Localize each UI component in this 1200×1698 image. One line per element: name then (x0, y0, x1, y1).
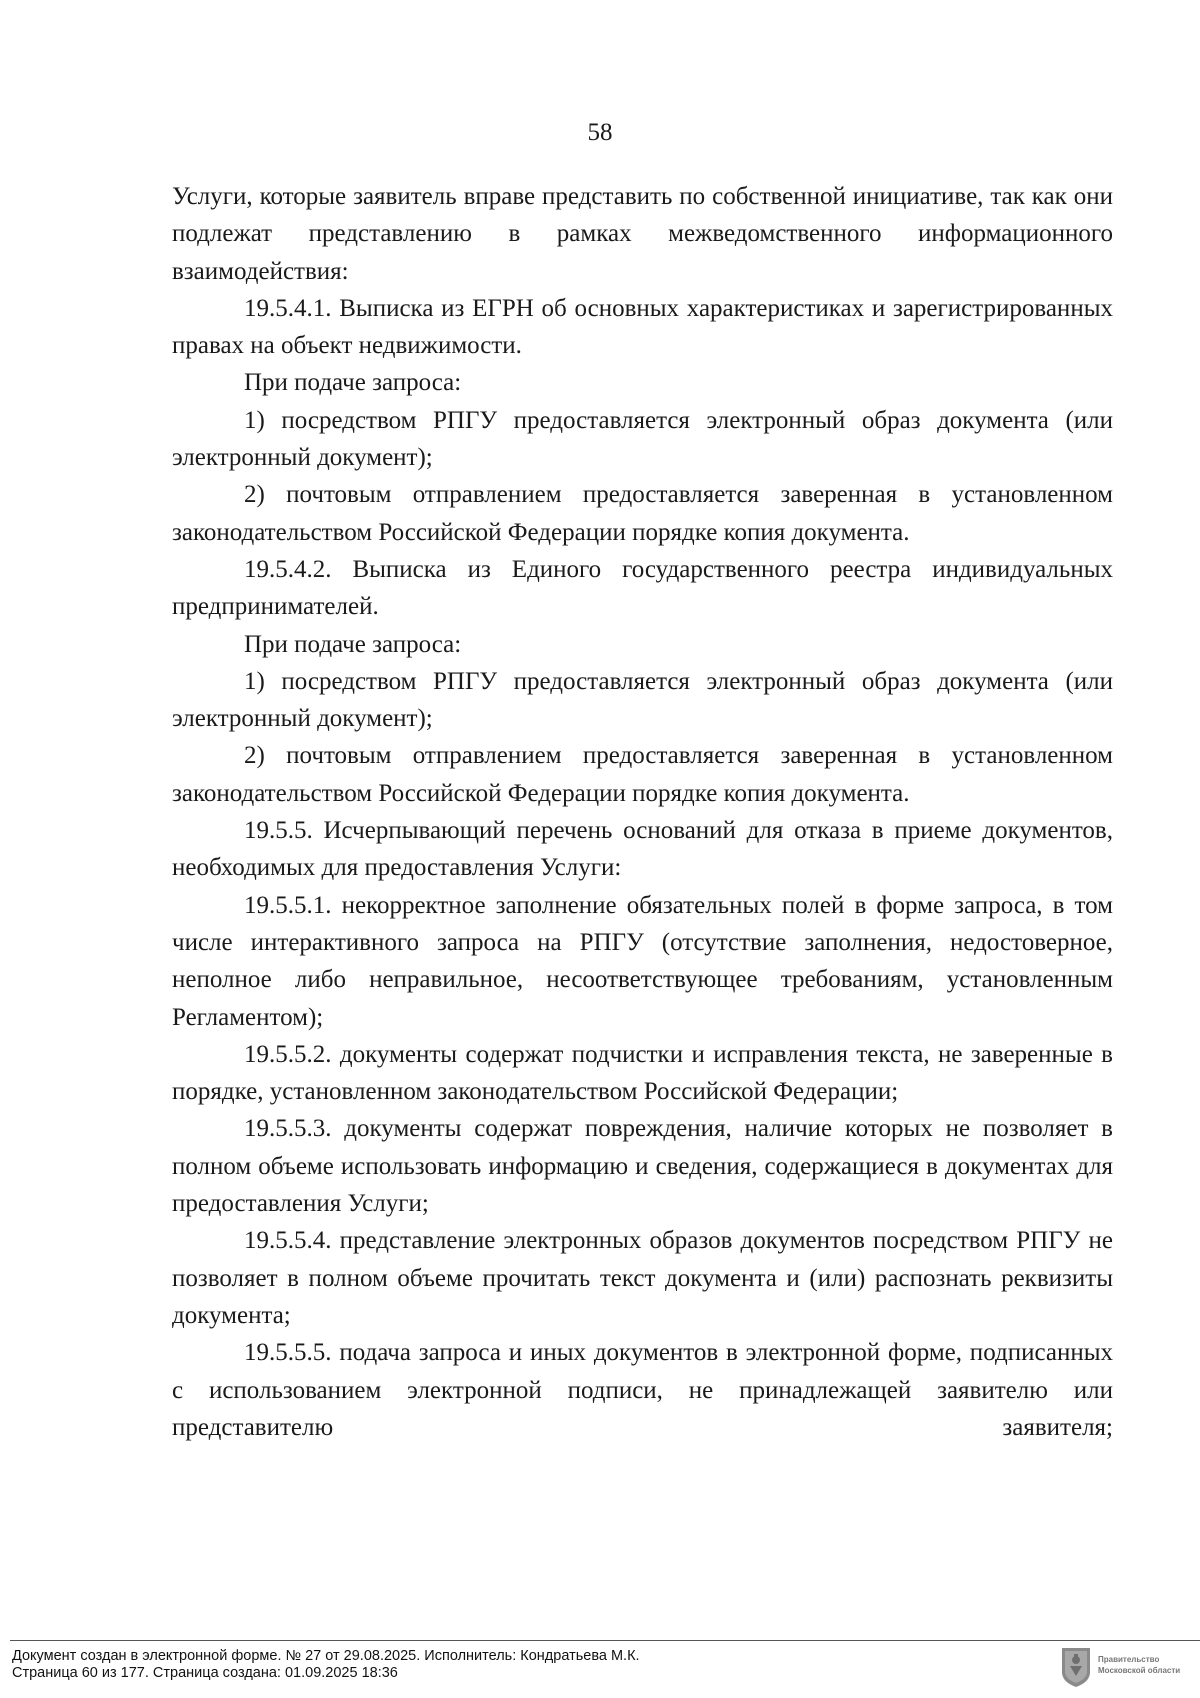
paragraph: 1) посредством РПГУ предоставляется электронный образ документа (или электронный документ); (172, 406, 1113, 472)
footer-divider (10, 1640, 1200, 1641)
document-body (172, 178, 1113, 1446)
footer-info (12, 1648, 1052, 1682)
paragraph: 19.5.5.1. некорректное заполнение обязательных полей в форме запроса, в том числе интерактивного запроса на РПГУ (отсутствие заполнения, недостоверное, неполное либо неправильное, несоответствующее требованиям, установленным Регламентом); (172, 891, 1113, 1031)
paragraph: 19.5.5.4. представление электронных образов документов посредством РПГУ не позволяет в полном объеме прочитать текст документа и (или) распознать реквизиты документа; (172, 1227, 1113, 1329)
paragraph: При подаче запроса: (244, 630, 462, 658)
government-logo (1060, 1646, 1196, 1690)
paragraph: 19.5.5. Исчерпывающий перечень оснований для отказа в приеме документов, необходимых для предоставления Услуги: (172, 817, 1113, 882)
coat-of-arms-icon (1060, 1646, 1092, 1688)
paragraph: 19.5.4.2. Выписка из Единого государственного реестра индивидуальных предпринимателей. (172, 555, 1113, 621)
paragraph: 2) почтовым отправлением предоставляется заверенная в установленном законодательством Российской Федерации порядке копия документа. (172, 481, 1113, 546)
paragraph: 19.5.5.2. документы содержат подчистки и исправления текста, не заверенные в порядке, установленном законодательством Российской Федерации; (172, 1040, 1113, 1106)
footer-page-info: Страница 60 из 177. Страница создана: 01.09.2025 18:36 (12, 1665, 398, 1681)
paragraph: 19.5.5.3. документы содержат повреждения, наличие которых не позволяет в полном объеме использовать информацию и сведения, содержащиеся в документах для предоставления Услуги; (172, 1115, 1113, 1218)
page-number: 58 (587, 119, 613, 146)
paragraph: 1) посредством РПГУ предоставляется электронный образ документа (или электронный документ); (172, 667, 1113, 733)
paragraph: При подаче запроса: (244, 369, 462, 397)
logo-text: Правительство Московской области (1098, 1655, 1181, 1675)
paragraph: 19.5.5.5. подача запроса и иных документов в электронной форме, подписанных с использованием электронной подписи, не принадлежащей заявителю или представителю заявителя; (172, 1339, 1113, 1441)
paragraph: 19.5.4.1. Выписка из ЕГРН об основных характеристиках и зарегистрированных правах на объект недвижимости. (172, 294, 1113, 360)
paragraph: Услуги, которые заявитель вправе представить по собственной инициативе, так как они подлежат представлению в рамках межведомственного информационного взаимодействия: (172, 183, 1113, 285)
footer-document-info: Документ создан в электронной форме. № 27 от 29.08.2025. Исполнитель: Кондратьева М.К. (12, 1648, 640, 1664)
paragraph: 2) почтовым отправлением предоставляется заверенная в установленном законодательством Российской Федерации порядке копия документа. (172, 742, 1113, 807)
